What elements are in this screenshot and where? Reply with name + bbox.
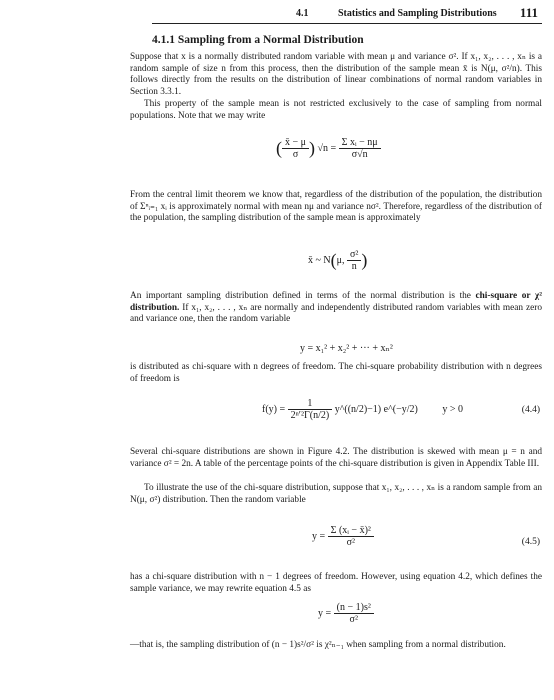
fraction-numerator: Σ xᵢ − nμ: [339, 137, 381, 149]
right-paren: ): [309, 138, 316, 158]
header-rule: [152, 23, 542, 24]
paragraph-9: —that is, the sampling distribution of (n − 1)s²/σ² is χ²ₙ₋₁ when sampling from a normal distribution.: [130, 640, 506, 650]
fraction-denominator: n: [351, 261, 357, 272]
equation-chi-square-variable: y = x₁² + x₂² + ··· + xₙ²: [300, 343, 393, 354]
fraction-rewrite: [334, 602, 374, 625]
fraction-denominator: σ: [292, 149, 299, 160]
fraction-denominator: 2ⁿ′²Γ(n/2): [290, 410, 330, 421]
paragraph-3: From the central limit theorem we know that, regardless of the distribution of the population, the distribution of Σⁿᵢ₌₁ xᵢ is approximately normal with mean nμ and variance nσ². Therefore, regardless of the distribution of the population, the sampling distribution of the sample mean is approximately: [130, 190, 542, 224]
paragraph-4-text: An important sampling distribution defined in terms of the normal distribution is the: [130, 291, 476, 301]
fraction-denominator: σ²: [346, 537, 355, 548]
fraction-denominator: σ√n: [351, 149, 368, 160]
subsection-heading: 4.1.1 Sampling from a Normal Distribution: [152, 34, 364, 46]
equation-4-5: [312, 525, 374, 548]
equation-approx-mean: [308, 249, 367, 272]
paragraph-8: has a chi-square distribution with n − 1 degrees of freedom. However, using equation 4.2, which defines the sample variance, we may rewrite equation 4.5 as: [130, 572, 542, 594]
fraction-numerator: σ²: [347, 249, 361, 261]
pdf-condition: y > 0: [442, 403, 463, 415]
approx-mu: μ,: [336, 254, 345, 266]
header-page-number: 111: [519, 5, 538, 20]
fraction-pdf-constant: [288, 398, 333, 421]
fraction-eq45: [328, 525, 374, 548]
pdf-lhs: f(y) =: [262, 403, 286, 415]
equation-chi-square-pdf: [262, 398, 463, 421]
approx-lhs: x̄ ~ N: [308, 254, 331, 266]
rewrite-lhs: y =: [318, 607, 332, 619]
fraction-numerator: (n − 1)s²: [334, 602, 374, 614]
pdf-rhs: y^((n/2)−1) e^(−y/2): [334, 403, 418, 415]
equation-number-4-5: (4.5): [521, 537, 540, 547]
paragraph-6: Several chi-square distributions are shown in Figure 4.2. The distribution is skewed with mean μ = n and variance σ² = 2n. A table of the percentage points of the chi-square distribution is given in Appendix Table III.: [130, 447, 542, 469]
equation-number-4-4: (4.4): [521, 405, 540, 415]
fraction-numerator: 1: [288, 398, 333, 410]
fraction-numerator: Σ (xᵢ − x̄)²: [328, 525, 374, 537]
paragraph-1: Suppose that x is a normally distributed random variable with mean μ and variance σ². If x₁, x₂, . . . , xₙ is a random sample of size n from this process, then the distribution of the sample mean x̄ is N(μ, σ²/n). This follows directly from the results on the distribution of linear combinations of normal random variables in Section 3.3.1.: [130, 52, 542, 97]
paragraph-5: is distributed as chi-square with n degrees of freedom. The chi-square probability distribution with n degrees of freedom is: [130, 362, 542, 384]
paragraph-4: [130, 291, 542, 326]
left-paren: (: [330, 250, 337, 270]
fraction-denominator: σ²: [349, 614, 358, 625]
paragraph-2: This property of the sample mean is not restricted exclusively to the case of sampling from normal populations. Note that we may write: [130, 99, 542, 121]
sqrt-n-term: √n =: [317, 142, 337, 154]
equation-standardized-mean: [276, 137, 381, 160]
fraction-variance: [347, 249, 361, 272]
left-paren: (: [276, 138, 282, 158]
eq45-lhs: y =: [312, 530, 326, 542]
fraction-lhs: [282, 137, 309, 160]
header-section-number: 4.1: [296, 8, 309, 19]
paragraph-4-text-cont: If x₁, x₂, . . . , xₙ are normally and independently distributed random variables with mean zero and variance one, then the random variable: [130, 302, 542, 325]
chi-square-term: chi-square or χ² distribution.: [130, 291, 542, 313]
equation-rewrite: [318, 602, 374, 625]
header-section-title: Statistics and Sampling Distributions: [338, 8, 497, 19]
fraction-numerator: x̄ − μ: [282, 137, 309, 149]
right-paren: ): [361, 250, 368, 270]
fraction-rhs: [339, 137, 381, 160]
paragraph-7: To illustrate the use of the chi-square distribution, suppose that x₁, x₂, . . . , xₙ is a random sample from an N(μ, σ²) distribution. Then the random variable: [130, 483, 542, 505]
